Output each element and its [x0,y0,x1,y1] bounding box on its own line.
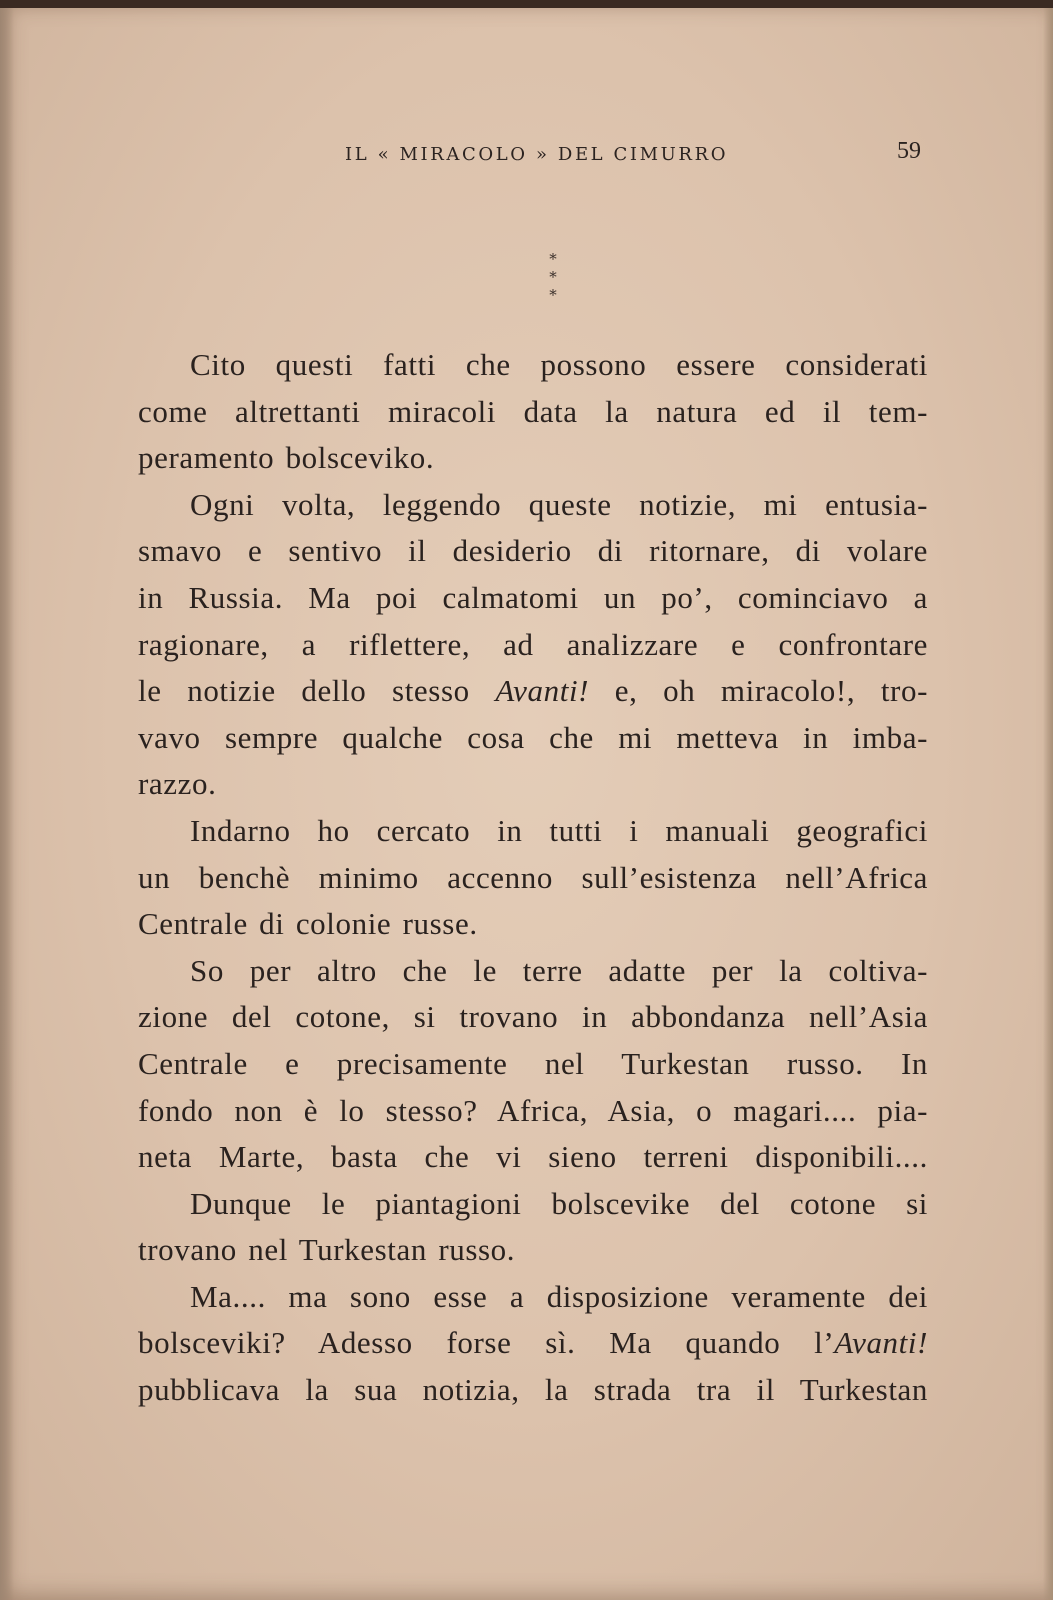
page-spine-shadow [0,8,14,1600]
text-line: peramento bolsceviko. [138,440,435,476]
text-segment: bolsceviki? Adesso forse sì. Ma quando l’ [138,1325,835,1361]
text-segment: e, oh miracolo!, tro- [589,673,928,709]
page-number: 59 [897,138,921,164]
text-line: vavo sempre qualche cosa che mi metteva in imba- [138,719,928,755]
text-line [138,668,928,715]
text-line: in Russia. Ma poi calmatomi un po’, cominciavo a [138,579,928,615]
text-line: Centrale e precisamente nel Turkestan russo. In [138,1045,928,1081]
text-line: come altrettanti miracoli data la natura ed il tem- [138,393,928,429]
separator-top-star: * [549,250,557,268]
text-line: smavo e sentivo il desiderio di ritornare, di volare [138,533,928,569]
text-line: razzo. [138,766,217,802]
section-separator [528,250,578,304]
text-line: zione del cotone, si trovano in abbondanza nell’Asia [138,999,928,1035]
running-header [0,136,1053,176]
text-line: Dunque le piantagioni bolscevike del cotone si [190,1185,928,1221]
italic-title: Avanti! [495,673,590,709]
text-line: Indarno ho cercato in tutti i manuali geografici [190,812,928,848]
text-line: Ogni volta, leggendo queste notizie, mi entusia- [190,486,928,522]
text-line: Cito questi fatti che possono essere considerati [190,347,928,382]
running-title: IL « MIRACOLO » DEL CIMURRO [345,144,729,165]
text-line: un benchè minimo accenno sull’esistenza nell’Africa [138,859,928,895]
text-line: So per altro che le terre adatte per la coltiva- [190,952,928,988]
text-line [138,1320,928,1367]
italic-title: Avanti! [834,1325,928,1361]
text-line: pubblicava la sua notizia, la strada tra il Turkestan [138,1372,928,1408]
separator-bottom-stars: * * [549,268,565,304]
text-line: fondo non è lo stesso? Africa, Asia, o magari.... pia- [138,1092,928,1128]
text-line: neta Marte, basta che vi sieno terreni disponibili.... [138,1139,928,1175]
book-page [0,8,1053,1600]
text-line: Ma.... ma sono esse a disposizione veramente dei [190,1278,928,1314]
page-edge-shadow [1043,8,1053,1600]
text-line: ragionare, a riflettere, ad analizzare e confrontare [138,626,928,662]
text-line: Centrale di colonie russe. [138,906,478,942]
text-segment: le notizie dello stesso [138,673,496,709]
body-text [138,342,928,1414]
text-line: trovano nel Turkestan russo. [138,1232,516,1268]
